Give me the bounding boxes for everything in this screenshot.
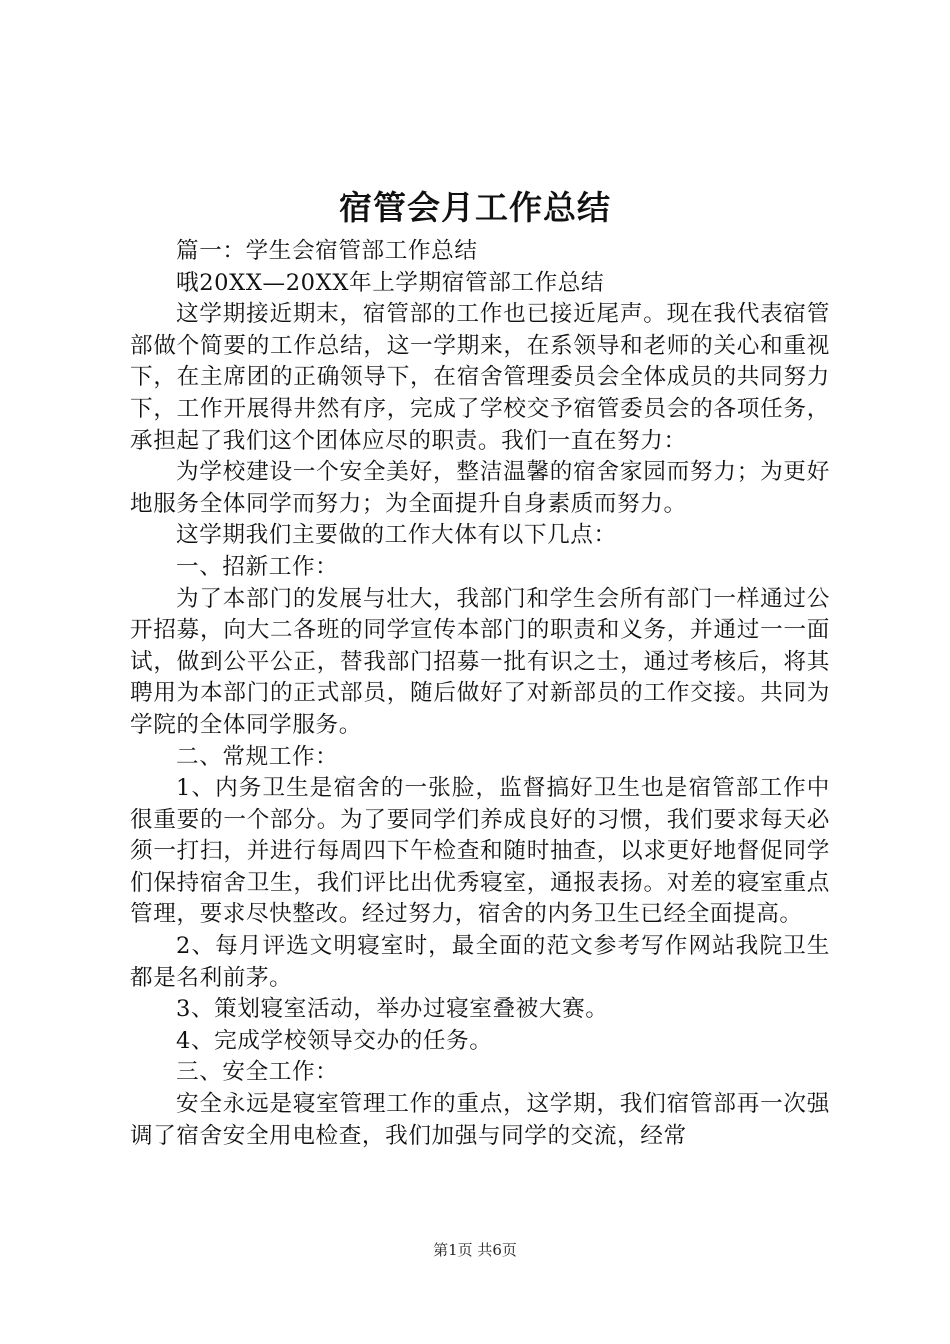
section-heading: 二、常规工作： — [176, 743, 339, 770]
paragraph: 哦20XX—20XX年上学期宿管部工作总结 — [176, 269, 605, 296]
document-title: 宿管会月工作总结 — [339, 188, 611, 227]
paragraph: 为学校建设一个安全美好，整洁温馨的宿舍家园而努力；为更好地服务全体同学而努力；为全面提升自身素质而努力。 — [130, 459, 830, 517]
page-footer: 第1页 共6页 — [433, 1241, 517, 1259]
section-heading: 三、安全工作： — [176, 1059, 339, 1086]
paragraph: 篇一：学生会宿管部工作总结 — [176, 238, 478, 264]
paragraph: 安全永远是寝室管理工作的重点，这学期，我们宿管部再一次强调了宿舍安全用电检查，我们加强与同学的交流，经常 — [130, 1091, 830, 1149]
section-heading: 一、招新工作： — [176, 553, 339, 580]
list-item: 4、完成学校领导交办的任务。 — [176, 1027, 493, 1054]
list-item: 1、内务卫生是宿舍的一张脸，监督搞好卫生也是宿管部工作中很重要的一个部分。为了要同学们养成良好的习惯，我们要求每天必须一打扫，并进行每周四下午检查和随时抽查，以求更好地督促同学们保持宿舍卫生，我们评比出优秀寝室，通报表扬。对差的寝室重点管理，要求尽快整改。经过努力，宿舍的内务卫生已经全面提高。 — [130, 775, 830, 928]
list-item: 2、每月评选文明寝室时，最全面的范文参考写作网站我院卫生都是名利前茅。 — [130, 933, 830, 991]
list-item: 3、策划寝室活动，举办过寝室叠被大赛。 — [176, 996, 609, 1023]
document-body — [130, 236, 830, 1152]
paragraph: 这学期我们主要做的工作大体有以下几点： — [176, 522, 617, 549]
paragraph: 这学期接近期末，宿管部的工作也已接近尾声。现在我代表宿管部做个简要的工作总结，这一学期来，在系领导和老师的关心和重视下，在主席团的正确领导下，在宿舍管理委员会全体成员的共同努力下，工作开展得井然有序，完成了学校交予宿管委员会的各项任务，承担起了我们这个团体应尽的职责。我们一直在努力： — [130, 301, 830, 454]
paragraph: 为了本部门的发展与壮大，我部门和学生会所有部门一样通过公开招募，向大二各班的同学宣传本部门的职责和义务，并通过一一面试，做到公平公正，替我部门招募一批有识之士，通过考核后，将其聘用为本部门的正式部员，随后做好了对新部员的工作交接。共同为学院的全体同学服务。 — [130, 585, 830, 738]
